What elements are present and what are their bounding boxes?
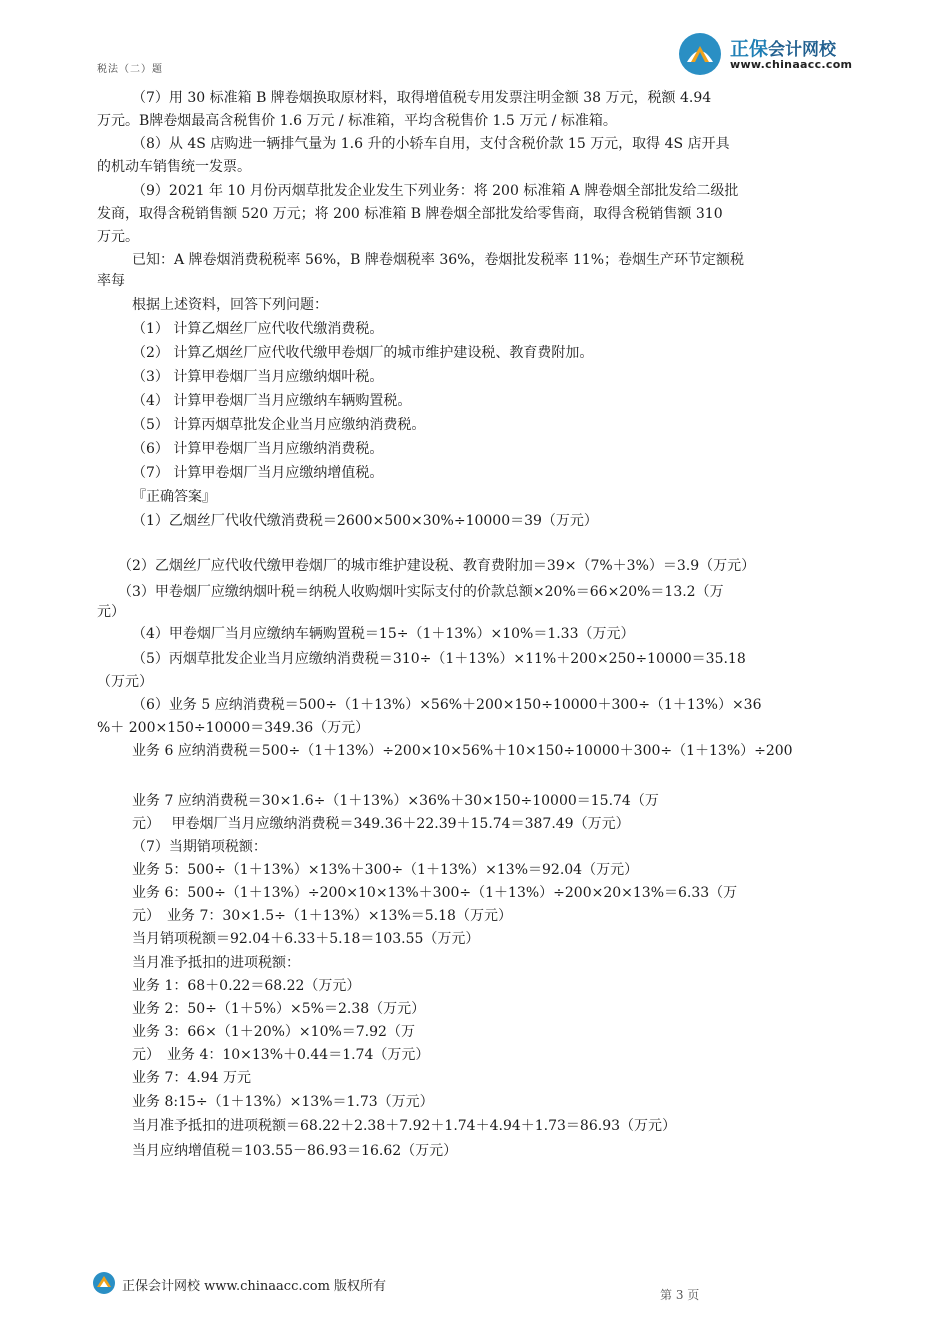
question-item: （2） 计算乙烟丝厂应代收代缴甲卷烟厂的城市维护建设税、教育费附加。 [132,345,594,361]
answer-line: 业务 3：66×（1＋20%）×10%＝7.92（万 [132,1024,415,1040]
text-line: 已知：A 牌卷烟消费税税率 56%，B 牌卷烟税率 36%，卷烟批发税率 11%；卷烟生产环节定额税 [132,252,744,268]
question-item: （7） 计算甲卷烟厂当月应缴纳增值税。 [132,465,384,481]
footer-copyright: 正保会计网校 www.chinaacc.com 版权所有 [122,1279,387,1294]
answer-line: （3）甲卷烟厂应缴纳烟叶税＝纳税人收购烟叶实际支付的价款总额×20%＝66×20%＝13.2（万 [118,584,724,600]
answer-line: 元） 业务 7：30×1.5÷（1＋13%）×13%＝5.18（万元） [132,908,512,924]
text-line: （8）从 4S 店购进一辆排气量为 1.6 升的小轿车自用，支付含税价款 15 万元，取得 4S 店开具 [132,136,730,152]
text-line: 根据上述资料，回答下列问题： [132,297,328,313]
answer-line: 业务 7 应纳消费税＝30×1.6÷（1＋13%）×36%＋30×150÷10000＝15.74（万 [132,793,659,809]
footer-logo-icon [92,1271,116,1295]
answer-line: 元） 业务 4：10×13%＋0.44＝1.74（万元） [132,1047,430,1063]
answer-line: %＋ 200×150÷10000＝349.36（万元） [97,720,370,736]
answer-line: （2）乙烟丝厂应代收代缴甲卷烟厂的城市维护建设税、教育费附加＝39×（7%＋3%）＝3.9（万元） [118,558,756,574]
logo-url: www.chinaacc.com [730,58,853,71]
answer-line: 当月销项税额＝92.04＋6.33＋5.18＝103.55（万元） [132,931,480,947]
header-title: 税法（二）题 [97,64,163,75]
answer-line: 当月准予抵扣的进项税额＝68.22＋2.38＋7.92＋1.74＋4.94＋1.73＝86.93（万元） [132,1118,677,1134]
answer-line: 业务 2：50÷（1＋5%）×5%＝2.38（万元） [132,1001,426,1017]
answer-line: （1）乙烟丝厂代收代缴消费税＝2600×500×30%÷10000＝39（万元） [132,513,598,529]
answer-line: 当月准予抵扣的进项税额： [132,955,300,971]
question-item: （3） 计算甲卷烟厂当月应缴纳烟叶税。 [132,369,384,385]
answer-line: 业务 5：500÷（1＋13%）×13%＋300÷（1＋13%）×13%＝92.04（万元） [132,862,639,878]
text-line-cut: 率每 [97,273,125,289]
logo-name-prefix: 正保 [730,38,769,60]
answer-heading: 『正确答案』 [132,489,216,505]
answer-line: 业务 6 应纳消费税＝500÷（1＋13%）÷200×10×56%＋10×150÷10000＋300÷（1＋13%）÷200 [132,743,793,759]
page-number: 第 3 页 [660,1288,700,1302]
question-item: （1） 计算乙烟丝厂应代收代缴消费税。 [132,321,384,337]
question-item: （4） 计算甲卷烟厂当月应缴纳车辆购置税。 [132,393,412,409]
answer-line: 元） [97,604,125,620]
logo-name [730,34,836,61]
answer-line: （万元） [97,674,153,690]
text-line: 的机动车销售统一发票。 [97,159,251,175]
logo-emblem-icon [678,32,722,76]
answer-line: 业务 7：4.94 万元 [132,1070,251,1086]
text-line: 万元。B牌卷烟最高含税售价 1.6 万元 / 标准箱，平均含税售价 1.5 万元 / 标准箱。 [97,113,617,129]
logo-name-suffix: 会计网校 [768,40,837,60]
text-line: （9）2021 年 10 月份丙烟草批发企业发生下列业务：将 200 标准箱 A 牌卷烟全部批发给二级批 [132,183,739,199]
answer-line: （6）业务 5 应纳消费税＝500÷（1＋13%）×56%＋200×150÷10000＋300÷（1＋13%）×36 [132,697,762,713]
question-item: （6） 计算甲卷烟厂当月应缴纳消费税。 [132,441,384,457]
text-line: 发商，取得含税销售额 520 万元；将 200 标准箱 B 牌卷烟全部批发给零售商，取得含税销售额 310 [97,206,723,222]
answer-line: 元） 甲卷烟厂当月应缴纳消费税＝349.36＋22.39＋15.74＝387.49（万元） [132,816,630,832]
text-line: （7）用 30 标准箱 B 牌卷烟换取原材料，取得增值税专用发票注明金额 38 万元，税额 4.94 [132,90,712,106]
brand-logo[interactable] [678,28,868,78]
answer-line: 业务 8:15÷（1＋13%）×13%＝1.73（万元） [132,1094,434,1110]
answer-line: （7）当期销项税额： [132,839,267,855]
text-line: 万元。 [97,229,139,245]
answer-line: 业务 1：68＋0.22＝68.22（万元） [132,978,361,994]
answer-line: （5）丙烟草批发企业当月应缴纳消费税＝310÷（1＋13%）×11%＋200×250÷10000＝35.18 [132,651,746,667]
answer-line: （4）甲卷烟厂当月应缴纳车辆购置税＝15÷（1＋13%）×10%＝1.33（万元） [132,626,635,642]
answer-line: 业务 6：500÷（1＋13%）÷200×10×13%＋300÷（1＋13%）÷200×20×13%＝6.33（万 [132,885,738,901]
question-item: （5） 计算丙烟草批发企业当月应缴纳消费税。 [132,417,426,433]
answer-line: 当月应纳增值税＝103.55－86.93＝16.62（万元） [132,1143,458,1159]
